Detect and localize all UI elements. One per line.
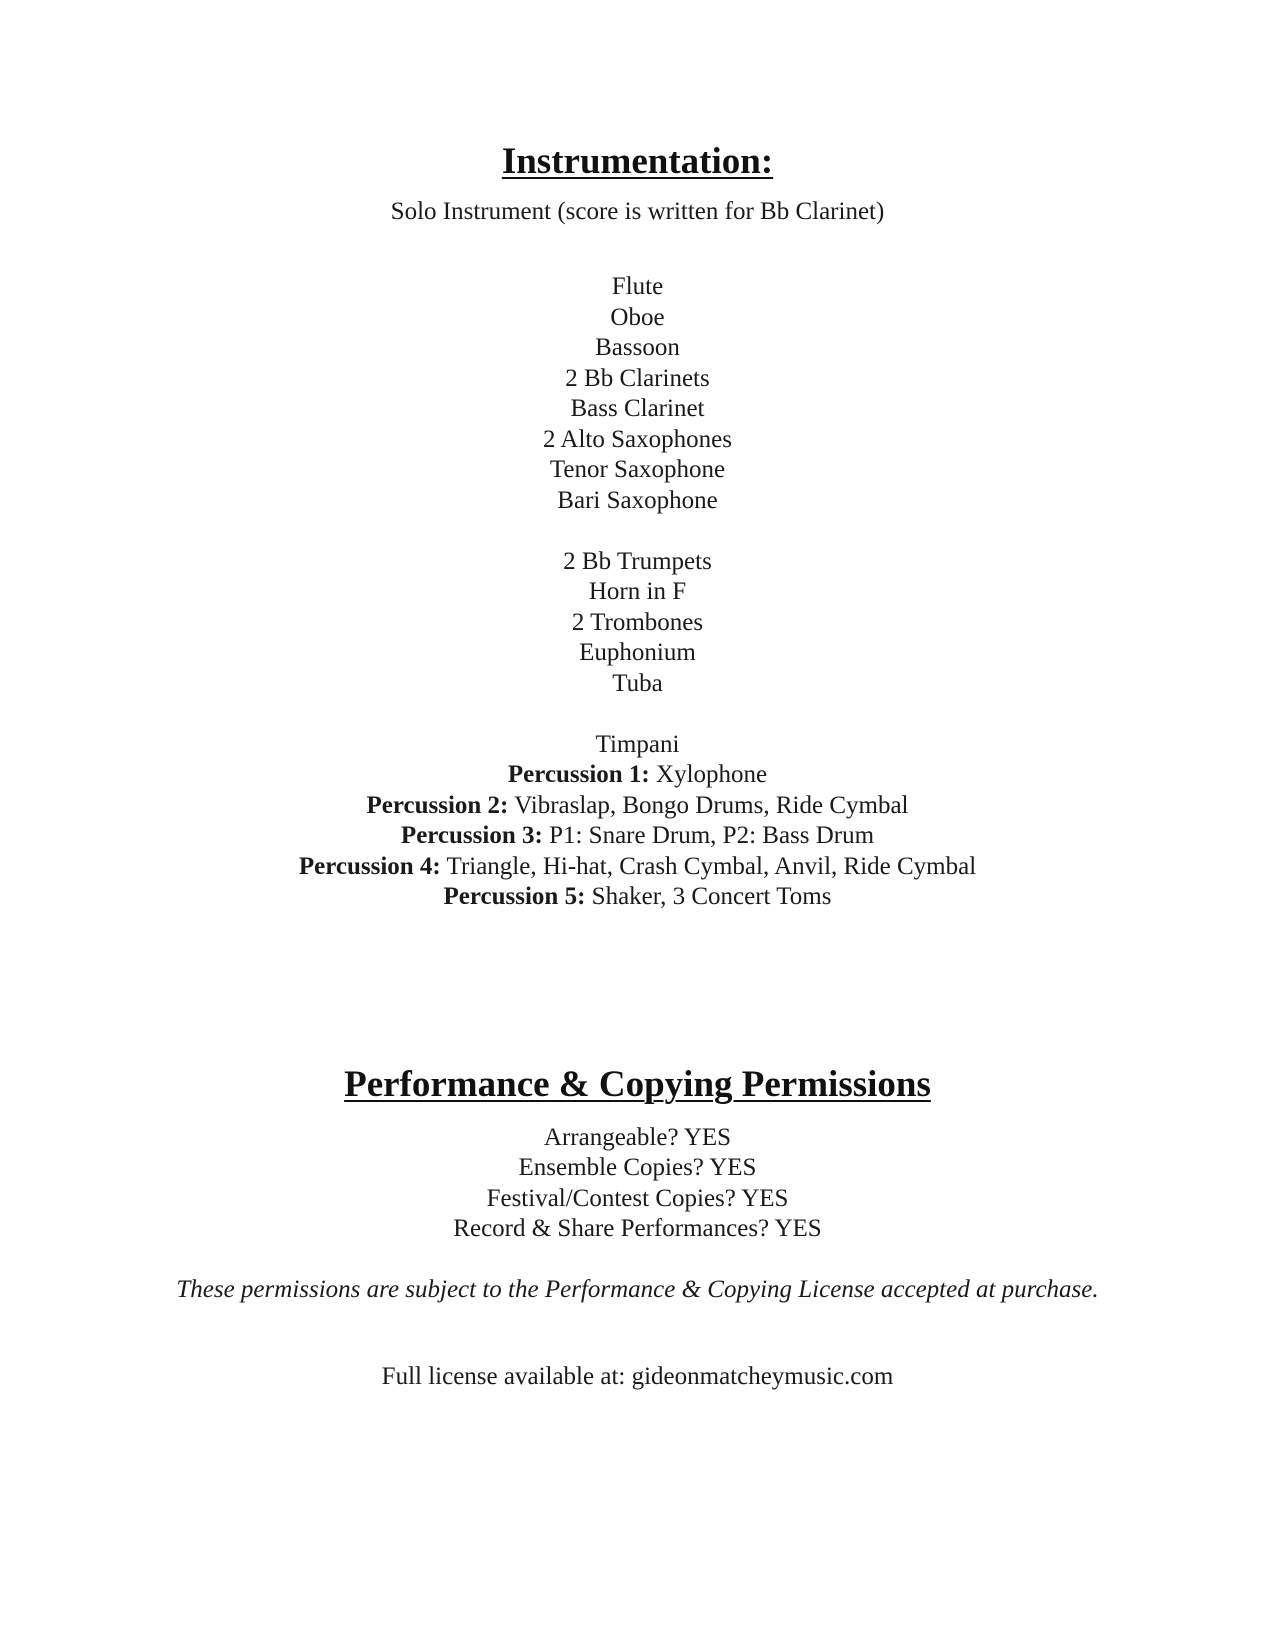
instrumentation-heading: Instrumentation: xyxy=(501,141,774,182)
percussion-instruments: P1: Snare Drum, P2: Bass Drum xyxy=(542,822,875,849)
percussion-label: Percussion 4: xyxy=(298,853,441,880)
percussion-label: Percussion 5: xyxy=(443,883,586,910)
list-item: Horn in F xyxy=(588,578,687,605)
permission-item: Ensemble Copies? YES xyxy=(518,1154,757,1181)
solo-instrument-line: Solo Instrument (score is written for Bb Clarinet) xyxy=(390,198,885,225)
list-item: 2 Bb Clarinets xyxy=(565,365,710,392)
permissions-heading: Performance & Copying Permissions xyxy=(344,1064,931,1105)
list-item: Bassoon xyxy=(595,334,680,361)
permission-item: Arrangeable? YES xyxy=(543,1124,732,1151)
percussion-line xyxy=(0,820,1275,852)
list-item: Tuba xyxy=(612,670,663,697)
permission-item: Record & Share Performances? YES xyxy=(453,1215,822,1242)
percussion-label: Percussion 1: xyxy=(507,761,650,788)
percussion-instruments: Vibraslap, Bongo Drums, Ride Cymbal xyxy=(508,792,909,819)
list-item: Tenor Saxophone xyxy=(549,456,726,483)
list-item: Bari Saxophone xyxy=(557,487,718,514)
license-notice: These permissions are subject to the Performance & Copying License accepted at purchase. xyxy=(176,1276,1099,1303)
percussion-label: Percussion 2: xyxy=(366,792,509,819)
percussion-line xyxy=(0,881,1275,913)
list-item: 2 Alto Saxophones xyxy=(543,426,732,453)
percussion-line xyxy=(0,759,1275,791)
percussion-line xyxy=(0,790,1275,822)
timpani-line: Timpani xyxy=(595,731,680,758)
list-item: 2 Trombones xyxy=(571,609,704,636)
percussion-instruments: Xylophone xyxy=(649,761,768,788)
percussion-instruments: Triangle, Hi-hat, Crash Cymbal, Anvil, Ride Cymbal xyxy=(440,853,977,880)
percussion-line xyxy=(0,851,1275,883)
percussion-label: Percussion 3: xyxy=(400,822,543,849)
list-item: Euphonium xyxy=(579,639,696,666)
list-item: Flute xyxy=(611,273,664,300)
list-item: Oboe xyxy=(610,304,665,331)
list-item: Bass Clarinet xyxy=(570,395,705,422)
license-url-line: Full license available at: gideonmatcheymusic.com xyxy=(381,1363,894,1390)
list-item: 2 Bb Trumpets xyxy=(563,548,712,575)
permission-item: Festival/Contest Copies? YES xyxy=(486,1185,789,1212)
percussion-instruments: Shaker, 3 Concert Toms xyxy=(585,883,832,910)
